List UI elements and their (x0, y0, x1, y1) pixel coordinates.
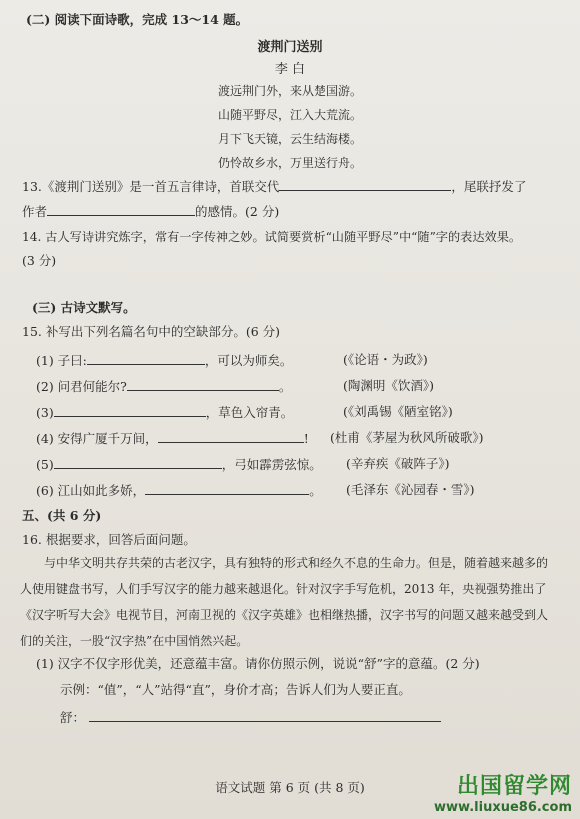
q16-example: 示例：“值”，“人”站得“直”，身价才高；告诉人们为人要正直。 (60, 682, 411, 697)
q15-item-4-source: (杜甫《茅屋为秋风所破歌》) (330, 430, 484, 445)
q15-blank-3[interactable] (54, 404, 206, 417)
q15-item-4-pre: (4) 安得广厦千万间， (36, 431, 158, 446)
poem-line: 月下飞天镜，云生结海楼。 (217, 132, 362, 146)
q15-item-6 (36, 482, 322, 499)
q16-answer-blank[interactable] (89, 709, 441, 722)
q15-blank-5[interactable] (54, 456, 222, 469)
q15-item-2-source: (陶渊明《饮酒》) (343, 378, 435, 393)
q16-answer-label: 舒： (60, 710, 86, 725)
q15-item-3 (36, 404, 293, 421)
q16-passage: 与中华文明共存共荣的古老汉字，具有独特的形式和经久不息的生命力。但是，随着越来越多的人使用键盘书写，人们手写汉字的能力越来越退化。针对汉字手写危机，2013 年，央视强势推出了《汉字听写大会》电视节目，河南卫视的《汉字英雄》也相继热播，汉字书写的问题又越来越受到人们的关注，一股“汉字热”在中国悄然兴起。 (20, 556, 549, 648)
poem-title: 渡荆门送别 (257, 40, 323, 55)
site-watermark (434, 769, 572, 815)
q15-item-1 (36, 352, 292, 369)
q15-item-3-post: ，草色入帘青。 (205, 405, 294, 420)
q13-text-2: ，尾联抒发了 (451, 179, 527, 194)
poem-author: 李 白 (274, 62, 306, 77)
q13-blank-1[interactable] (279, 178, 451, 191)
section-recite-heading: (三) 古诗文默写。 (32, 300, 136, 315)
q15-item-2 (36, 378, 291, 395)
q15-item-2-post: 。 (278, 379, 292, 394)
poem-line: 仍怜故乡水，万里送行舟。 (217, 156, 362, 170)
q16-sub-1: (1) 汉字不仅字形优美，还意蕴丰富。请你仿照示例，说说“舒”字的意蕴。(2 分) (36, 656, 480, 671)
question-15: 15. 补写出下列名篇名句中的空缺部分。(6 分) (22, 324, 281, 339)
q15-item-5-post: ，弓如霹雳弦惊。 (221, 457, 322, 472)
watermark-url: www.liuxue86.com (434, 800, 572, 815)
q15-item-1-post: ，可以为师矣。 (204, 353, 293, 368)
question-13-cont (22, 203, 279, 220)
q15-blank-4[interactable] (158, 430, 304, 443)
q15-item-4-post: ! (303, 431, 309, 446)
poem-line: 山随平野尽，江入大荒流。 (217, 108, 362, 122)
q15-item-6-source: (毛泽东《沁园春・雪》) (346, 482, 475, 497)
q15-item-1-source: (《论语・为政》) (343, 352, 428, 367)
q13-text-4: 的感情。(2 分) (195, 204, 280, 219)
q15-item-5-source: (辛弃疾《破阵子》) (346, 456, 450, 471)
q15-item-3-pre: (3) (36, 405, 54, 420)
q15-blank-2[interactable] (127, 378, 279, 391)
question-13 (22, 178, 526, 195)
q13-text-1: 13.《渡荆门送别》是一首五言律诗，首联交代 (22, 179, 280, 194)
q15-item-1-pre: (1) 子曰: (36, 353, 87, 368)
question-14: 14. 古人写诗讲究炼字，常有一字传神之妙。试简要赏析“山随平野尽”中“随”字的表达效果。 (22, 230, 522, 244)
poem-line: 渡远荆门外，来从楚国游。 (217, 84, 362, 98)
q15-item-4 (36, 430, 309, 447)
q13-text-3: 作者 (22, 204, 48, 219)
q15-blank-1[interactable] (87, 352, 205, 365)
q16-answer-line (60, 709, 441, 726)
q15-item-6-post: 。 (309, 483, 322, 498)
question-16: 16. 根据要求，回答后面问题。 (22, 532, 196, 547)
section-five-heading: 五、(共 6 分) (22, 508, 102, 523)
question-14-score: (3 分) (22, 253, 57, 268)
q15-item-5-pre: (5) (36, 457, 54, 472)
q15-item-3-source: (《刘禹锡《陋室铭》) (343, 404, 453, 419)
page-footer: 语文试题 第 6 页 (共 8 页) (215, 780, 365, 795)
q15-item-6-pre: (6) 江山如此多娇， (36, 483, 146, 498)
q15-item-5 (36, 456, 322, 473)
section-reading-heading: (二) 阅读下面诗歌，完成 13～14 题。 (26, 12, 249, 27)
q15-blank-6[interactable] (145, 482, 309, 495)
q13-blank-2[interactable] (47, 203, 195, 216)
q15-item-2-pre: (2) 问君何能尔? (36, 379, 127, 394)
watermark-brand: 出国留学网 (456, 774, 572, 799)
